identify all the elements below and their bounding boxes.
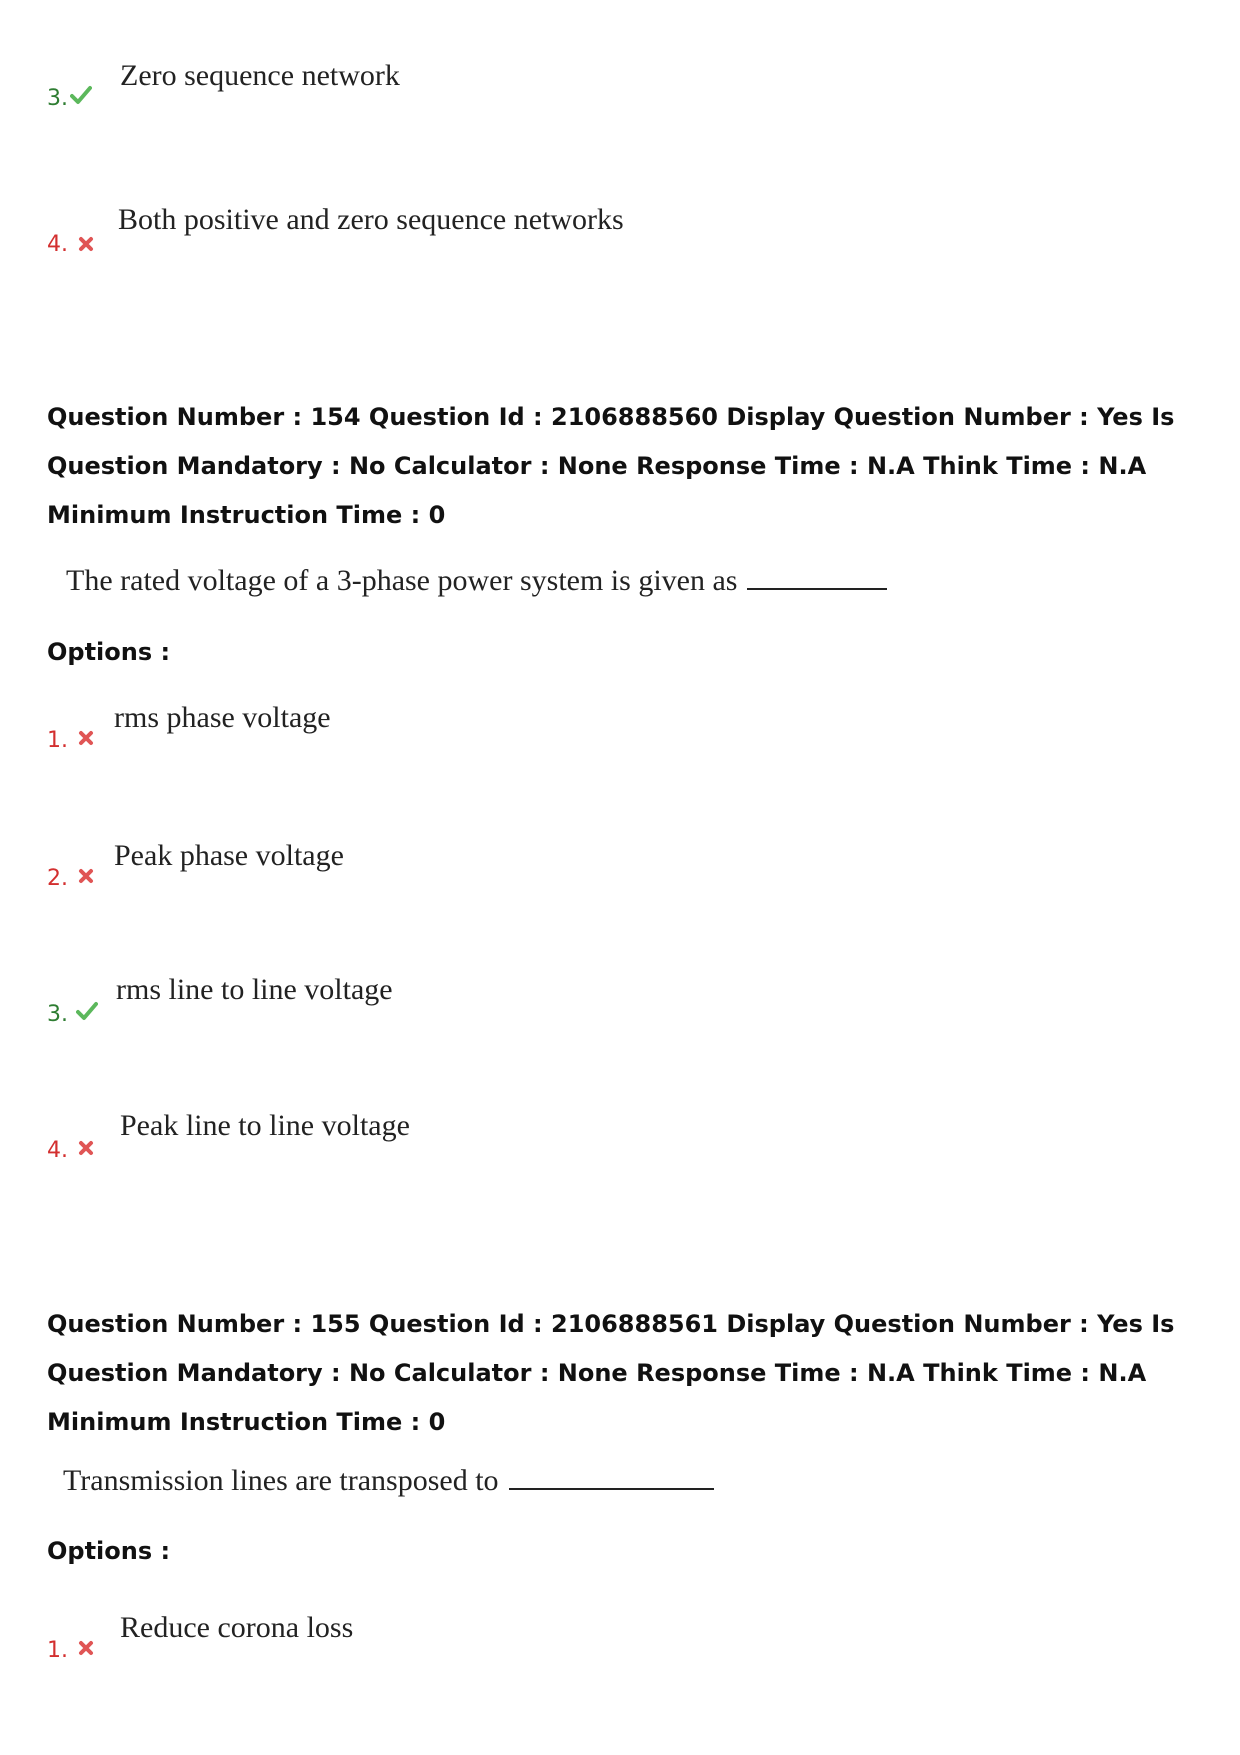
cross-icon xyxy=(78,236,94,252)
question-meta-155: Question Number : 155 Question Id : 2106888561 Display Question Number : Yes Is Question Mandatory : No Calculator : None Response Time : N.A Think Time : N.A Minimum Instruction Time : 0 xyxy=(47,1310,1175,1436)
question-meta-154: Question Number : 154 Question Id : 2106888560 Display Question Number : Yes Is Question Mandatory : No Calculator : None Response Time : N.A Think Time : N.A Minimum Instruction Time : 0 xyxy=(47,403,1175,529)
option-2-q154 xyxy=(0,839,1240,916)
option-4-prev xyxy=(0,203,1240,268)
option-number: 3. xyxy=(47,86,68,111)
cross-icon xyxy=(78,868,94,884)
option-number: 4. xyxy=(47,1138,68,1163)
option-text: Zero sequence network xyxy=(120,59,400,92)
option-text: Both positive and zero sequence networks xyxy=(118,203,624,236)
option-3-prev xyxy=(0,59,1240,122)
options-label-154: Options : xyxy=(47,638,171,666)
cross-icon xyxy=(78,1140,94,1156)
option-1-q155 xyxy=(0,1611,1240,1688)
option-number: 1. xyxy=(47,728,68,753)
question-text-155 xyxy=(63,1462,714,1499)
option-1-q154 xyxy=(0,701,1240,778)
options-label-155: Options : xyxy=(47,1537,171,1565)
option-text: Reduce corona loss xyxy=(120,1611,354,1644)
option-number: 1. xyxy=(47,1638,68,1663)
option-3-q154 xyxy=(0,973,1240,1050)
question-text: Transmission lines are transposed to xyxy=(63,1464,499,1497)
cross-icon xyxy=(78,1640,94,1656)
question-text: The rated voltage of a 3-phase power system is given as xyxy=(66,564,738,597)
option-number: 3. xyxy=(47,1002,68,1027)
option-text: Peak line to line voltage xyxy=(120,1109,410,1142)
option-4-q154 xyxy=(0,1109,1240,1188)
check-icon xyxy=(70,84,92,106)
option-text: Peak phase voltage xyxy=(114,839,344,872)
cross-icon xyxy=(78,730,94,746)
question-text-154 xyxy=(66,562,887,599)
option-number: 4. xyxy=(47,232,68,257)
option-text: rms line to line voltage xyxy=(116,973,393,1006)
option-text: rms phase voltage xyxy=(114,701,331,734)
check-icon xyxy=(76,1000,98,1022)
answer-blank xyxy=(747,562,887,590)
option-number: 2. xyxy=(47,866,68,891)
answer-blank xyxy=(509,1462,714,1490)
